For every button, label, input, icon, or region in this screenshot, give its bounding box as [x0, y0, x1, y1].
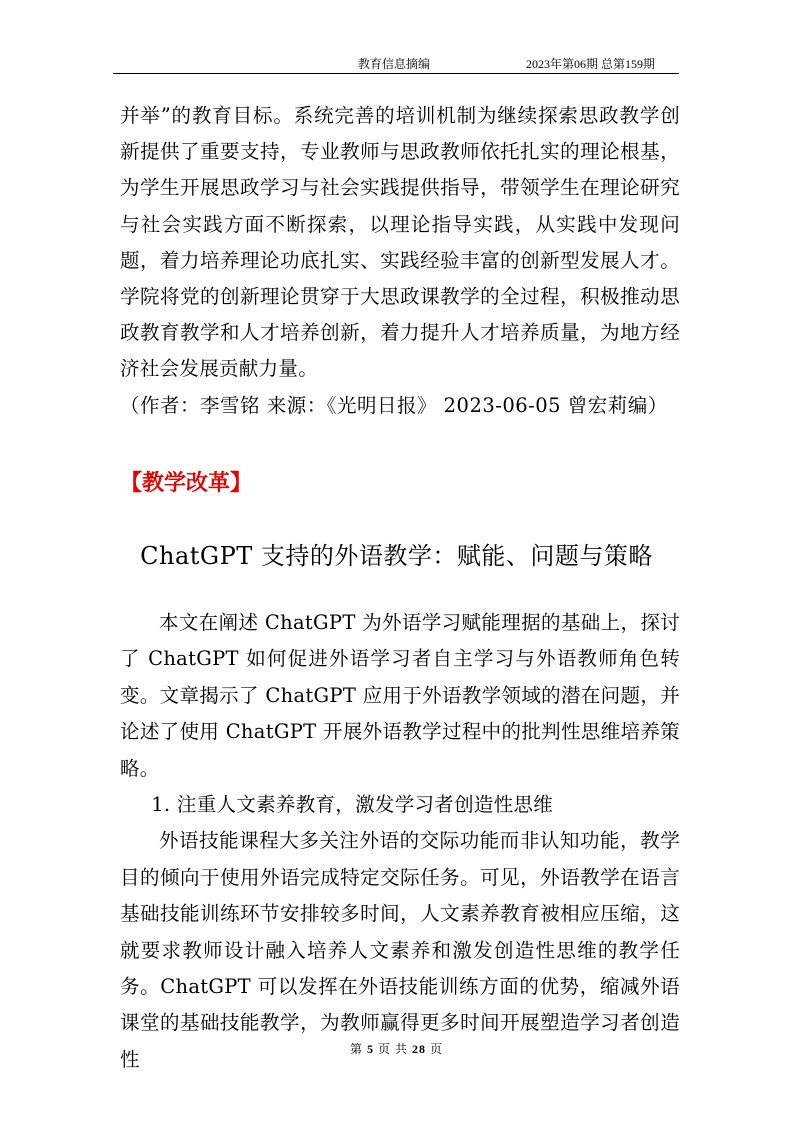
continued-paragraph: 并举”的教育目标。系统完善的培训机制为继续探索思政教学创新提供了重要支持，专业教师与思政教师依托扎实的理论根基，为学生开展思政学习与社会实践提供指导，带领学生在理论研究与社会实践方面不断探索，以理论指导实践，从实践中发现问题，着力培养理论功底扎实、实践经验丰富的创新型发展人才。学院将党的创新理论贯穿于大思政课教学的全过程，积极推动思政教育教学和人才培养创新，着力提升人才培养质量，为地方经济社会发展贡献力量。	[120, 104, 680, 381]
section-label: 【教学改革】	[120, 471, 253, 496]
footer-suffix: 页	[430, 1042, 444, 1056]
article-credit: （作者：李雪铭 来源：《光明日报》 2023-06-05 曾宏莉编）	[120, 393, 668, 417]
article-paragraph-1: 外语技能课程大多关注外语的交际功能而非认知功能，教学目的倾向于使用外语完成特定交际任务。可见，外语教学在语言基础技能训练环节安排较多时间，人文素养教育被相应压缩，这就要求教师设计融入培养人文素养和激发创造性思维的教学任务。ChatGPT 可以发挥在外语技能训练方面的优势，缩减外语课堂的基础技能教学，为教师赢得更多时间开展塑造学习者创造性	[120, 829, 680, 1071]
footer-page-number: 5	[366, 1042, 374, 1056]
article-heading-1: 1. 注重人文素养教育，激发学习者创造性思维	[151, 793, 554, 817]
page-header	[0, 52, 793, 74]
footer-middle: 页 共	[377, 1042, 408, 1056]
publication-name: 教育信息摘编	[358, 57, 431, 71]
previous-article-ending	[120, 98, 680, 424]
footer-total-pages: 28	[412, 1042, 426, 1056]
article-body	[120, 605, 680, 1078]
article-abstract: 本文在阐述 ChatGPT 为外语学习赋能理据的基础上，探讨了 ChatGPT 如何促进外语学习者自主学习与外语教师角色转变。文章揭示了 ChatGPT 应用于外语教学领域的潜在问题，并论述了使用 ChatGPT 开展外语教学过程中的批判性思维培养策略。	[120, 611, 680, 780]
article-title: ChatGPT 支持的外语教学：赋能、问题与策略	[140, 542, 653, 570]
header-rule	[113, 73, 679, 74]
page-footer	[0, 1040, 793, 1057]
footer-prefix: 第	[349, 1042, 363, 1056]
issue-number: 2023年第06期 总第159期	[526, 57, 656, 71]
